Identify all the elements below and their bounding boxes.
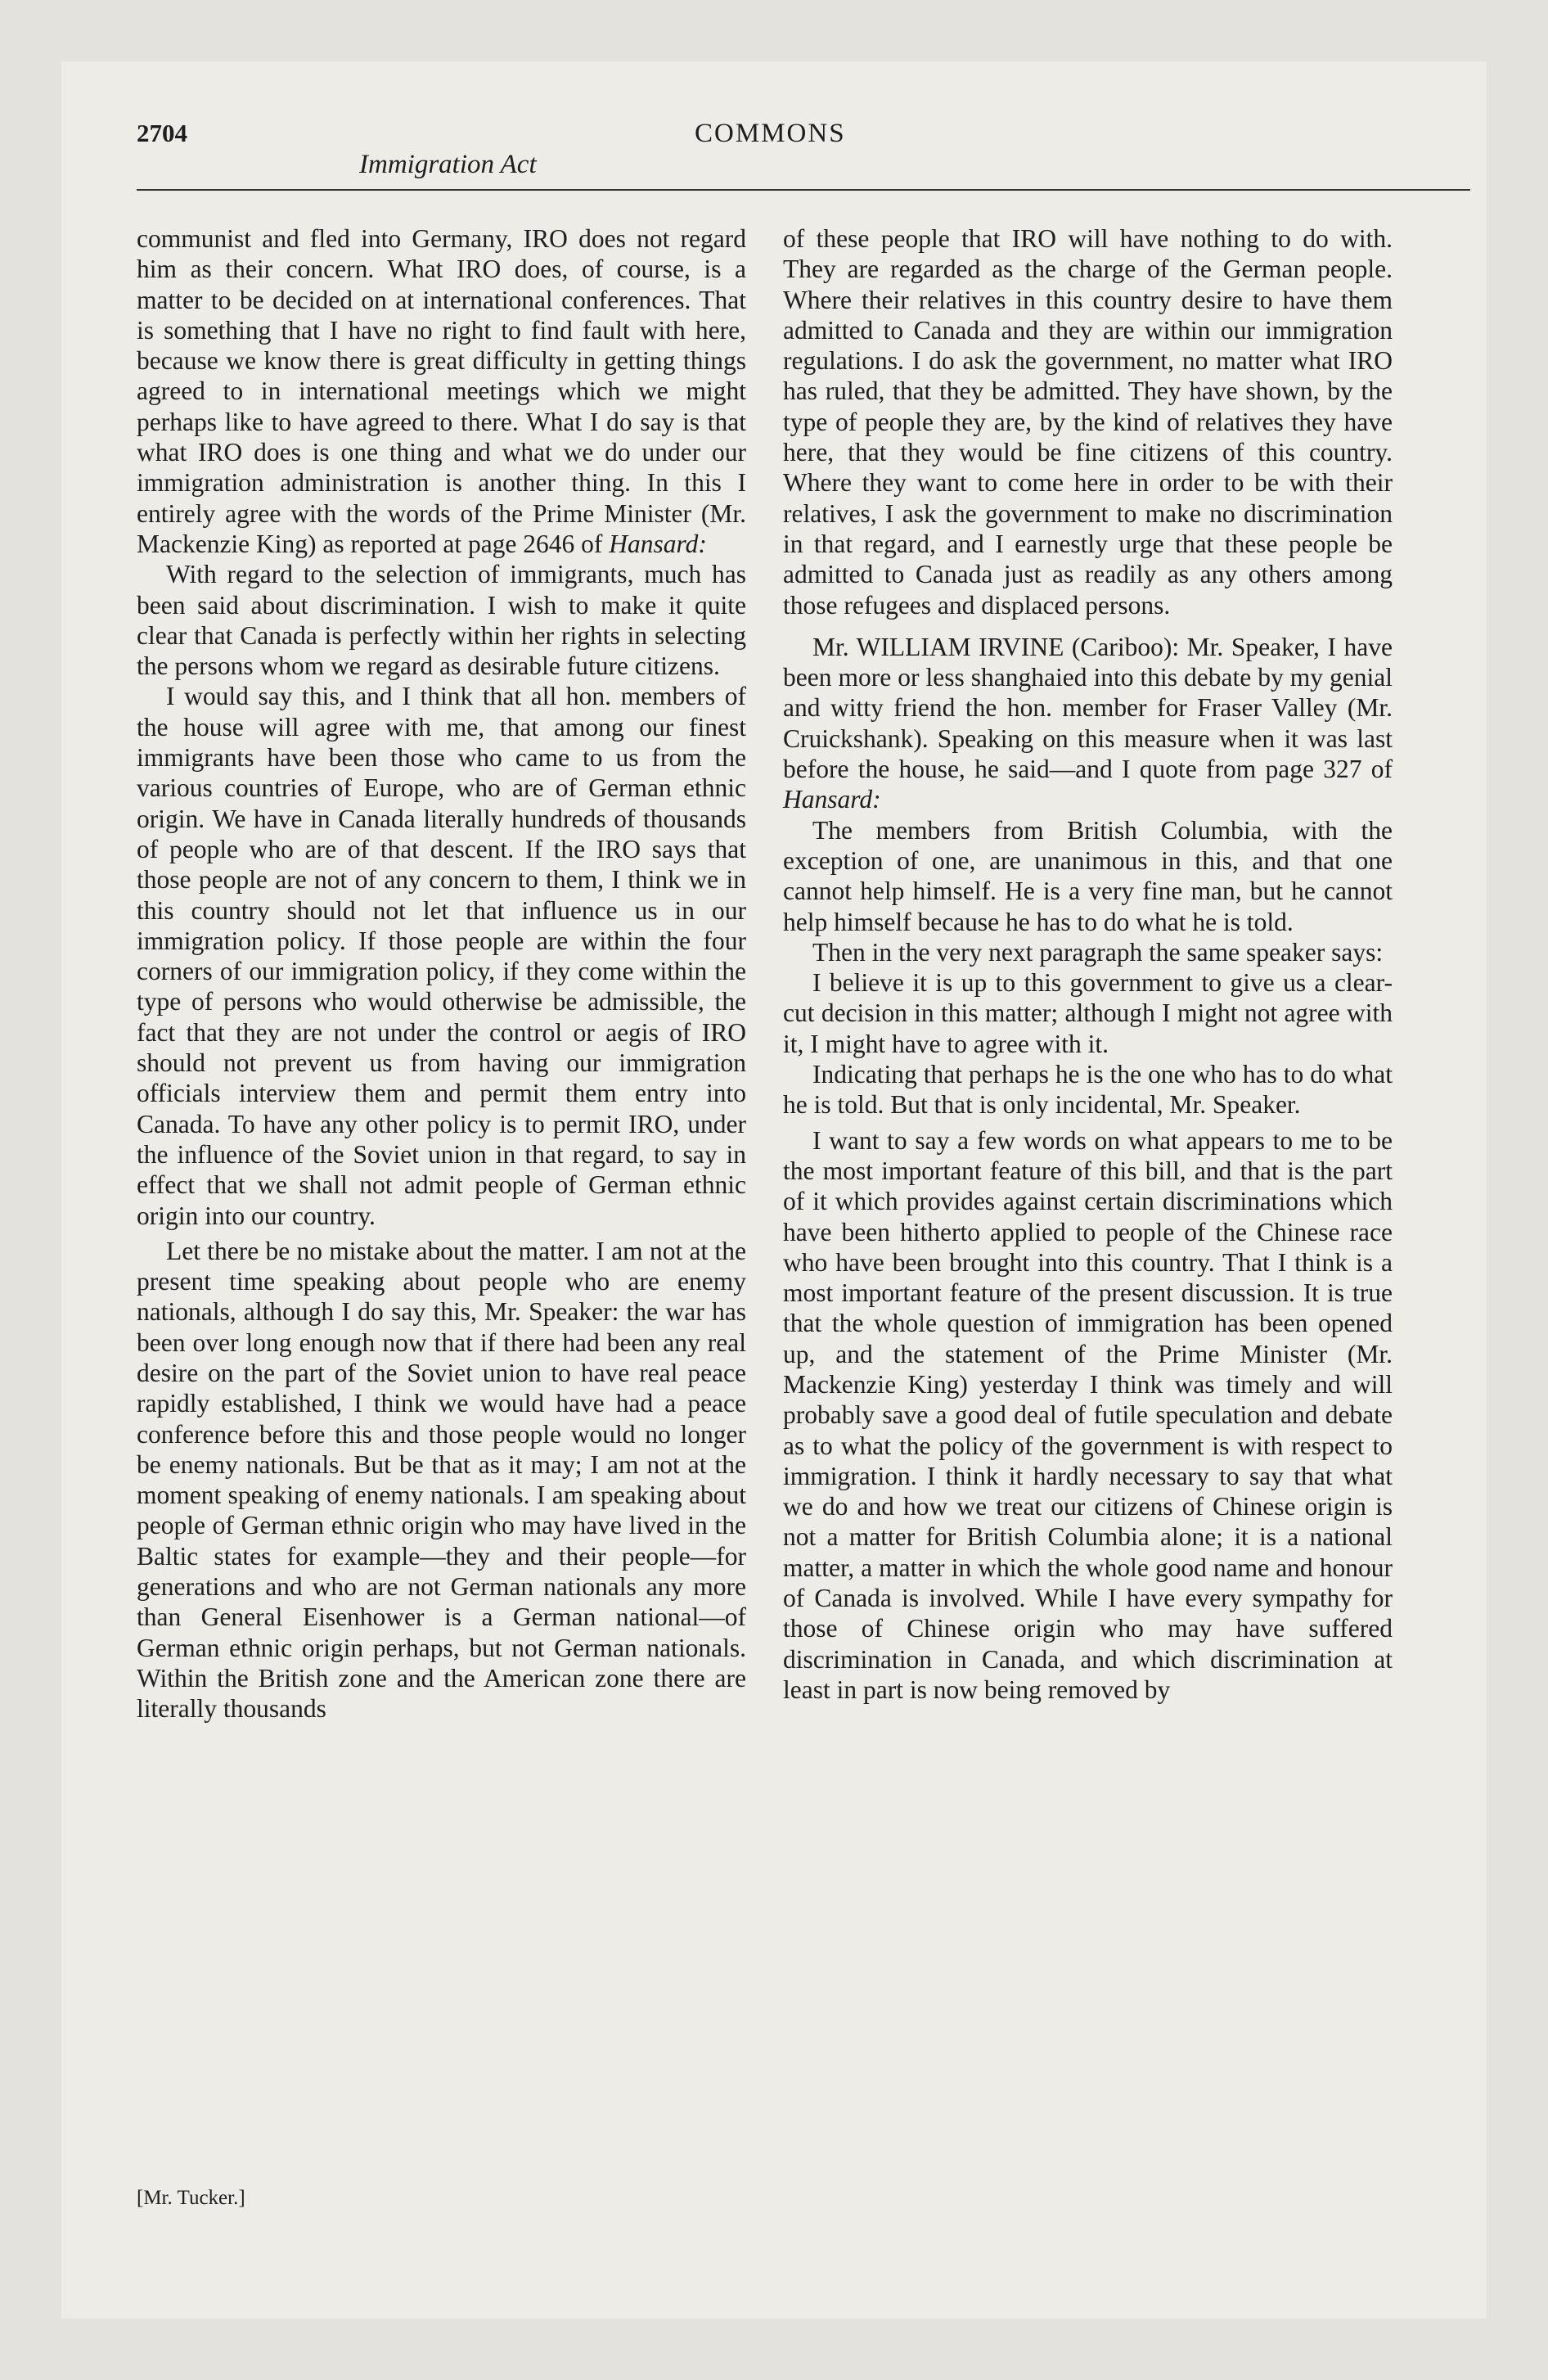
block-quote: The members from British Columbia, with the exception of one, are unanimous in this, and that one cannot help himself. He is a very fine man, but he cannot help himself because he has to do what he is told.: [783, 815, 1393, 936]
hansard-reference: Hansard:: [609, 529, 707, 558]
left-column: [137, 223, 746, 1724]
speaker-tag: [Mr. Tucker.]: [137, 2187, 245, 2209]
paragraph-text: Mr. WILLIAM IRVINE (Cariboo): Mr. Speaker, I have been more or less shanghaied into this debate by my genial and witty friend the hon. member for Fraser Valley (Mr. Cruickshank). Speaking on this measure when it was last before the house, he said—and I quote from page 327 of: [783, 632, 1393, 784]
page-number: 2704: [137, 119, 187, 147]
block-quote: I believe it is up to this government to give us a clear-cut decision in this matter; although I might not agree with it, I might have to agree with it.: [783, 968, 1393, 1058]
paragraph: Indicating that perhaps he is the one who has to do what he is told. But that is only incidental, Mr. Speaker.: [783, 1060, 1393, 1120]
paragraph: [137, 223, 746, 559]
paragraph-text: communist and fled into Germany, IRO does not regard him as their concern. What IRO does, of course, is a matter to be decided on at international conferences. That is something that I have no right to find fault with here, because we know there is great difficulty in getting things agreed to in international meetings which we might perhaps like to have agreed to there. What I do say is that what IRO does is one thing and what we do under our immigration administration is another thing. In this I entirely agree with the words of the Prime Minister (Mr. Mackenzie King) as reported at page 2646 of: [137, 224, 746, 558]
right-column: [783, 223, 1393, 1705]
paragraph: I would say this, and I think that all hon. members of the house will agree with me, that among our finest immigrants have been those who came to us from the various countries of Europe, who are of German ethnic origin. We have in Canada literally hundreds of thousands of people who are of that descent. If the IRO says that those people are not of any concern to them, I think we in this country should not let that influence us in our immigration policy. If those people are within the four corners of our immigration policy, if they come within the type of persons who would otherwise be admissible, the fact that they are not under the control or aegis of IRO should not prevent us from having our immigration officials interview them and permit them entry into Canada. To have any other policy is to permit IRO, under the influence of the Soviet union in that regard, to say in effect that we shall not admit people of German ethnic origin into our country.: [137, 682, 746, 1230]
paragraph: I want to say a few words on what appears to me to be the most important feature of this bill, and that is the part of it which provides against certain discriminations which have been hitherto applied to people of the Chinese race who have been brought into this country. That I think is a most important feature of the present discussion. It is true that the whole question of immigration has been opened up, and the statement of the Prime Minister (Mr. Mackenzie King) yesterday I think was timely and will probably save a good deal of futile speculation and debate as to what the policy of the government is with respect to immigration. I think it hardly necessary to say that what we do and how we treat our citizens of Chinese origin is not a matter for British Columbia alone; it is a national matter, a matter in which the whole good name and honour of Canada is involved. While I have every sympathy for those of Chinese origin who may have suffered discrimination in Canada, and which discrimination at least in part is now being removed by: [783, 1125, 1393, 1704]
paragraph: [783, 632, 1393, 815]
paragraph: Then in the very next paragraph the same speaker says:: [812, 937, 1384, 967]
block-quote: With regard to the selection of immigrants, much has been said about discrimination. I wish to make it quite clear that Canada is perfectly within her rights in selecting the persons whom we regard as desirable future citizens.: [137, 560, 746, 681]
running-title: COMMONS: [695, 119, 846, 148]
page: [61, 61, 1487, 2319]
running-subtitle: Immigration Act: [359, 150, 537, 179]
hansard-reference: Hansard:: [783, 785, 881, 814]
page-header: [137, 119, 1470, 191]
paragraph: Let there be no mistake about the matter. I am not at the present time speaking about people who are enemy nationals, although I do say this, Mr. Speaker: the war has been over long enough now that if there had been any real desire on the part of the Soviet union to have real peace rapidly established, I think we would have had a peace conference before this and those people would no longer be enemy nationals. But be that as it may; I am not at the moment speaking of enemy nationals. I am speaking about people of German ethnic origin who may have lived in the Baltic states for example—they and their people—for generations and who are not German nationals any more than General Eisenhower is a German national—of German ethnic origin perhaps, but not German nationals. Within the British zone and the American zone there are literally thousands: [137, 1236, 746, 1724]
paragraph: of these people that IRO will have nothing to do with. They are regarded as the charge of the German people. Where their relatives in this country desire to have them admitted to Canada and they are within our immigration regulations. I do ask the government, no matter what IRO has ruled, that they be admitted. They have shown, by the type of people they are, by the kind of relatives they have here, that they would be fine citizens of this country. Where they want to come here in order to be with their relatives, I ask the government to make no discrimination in that regard, and I earnestly urge that these people be admitted to Canada just as readily as any others among those refugees and displaced persons.: [783, 224, 1393, 620]
